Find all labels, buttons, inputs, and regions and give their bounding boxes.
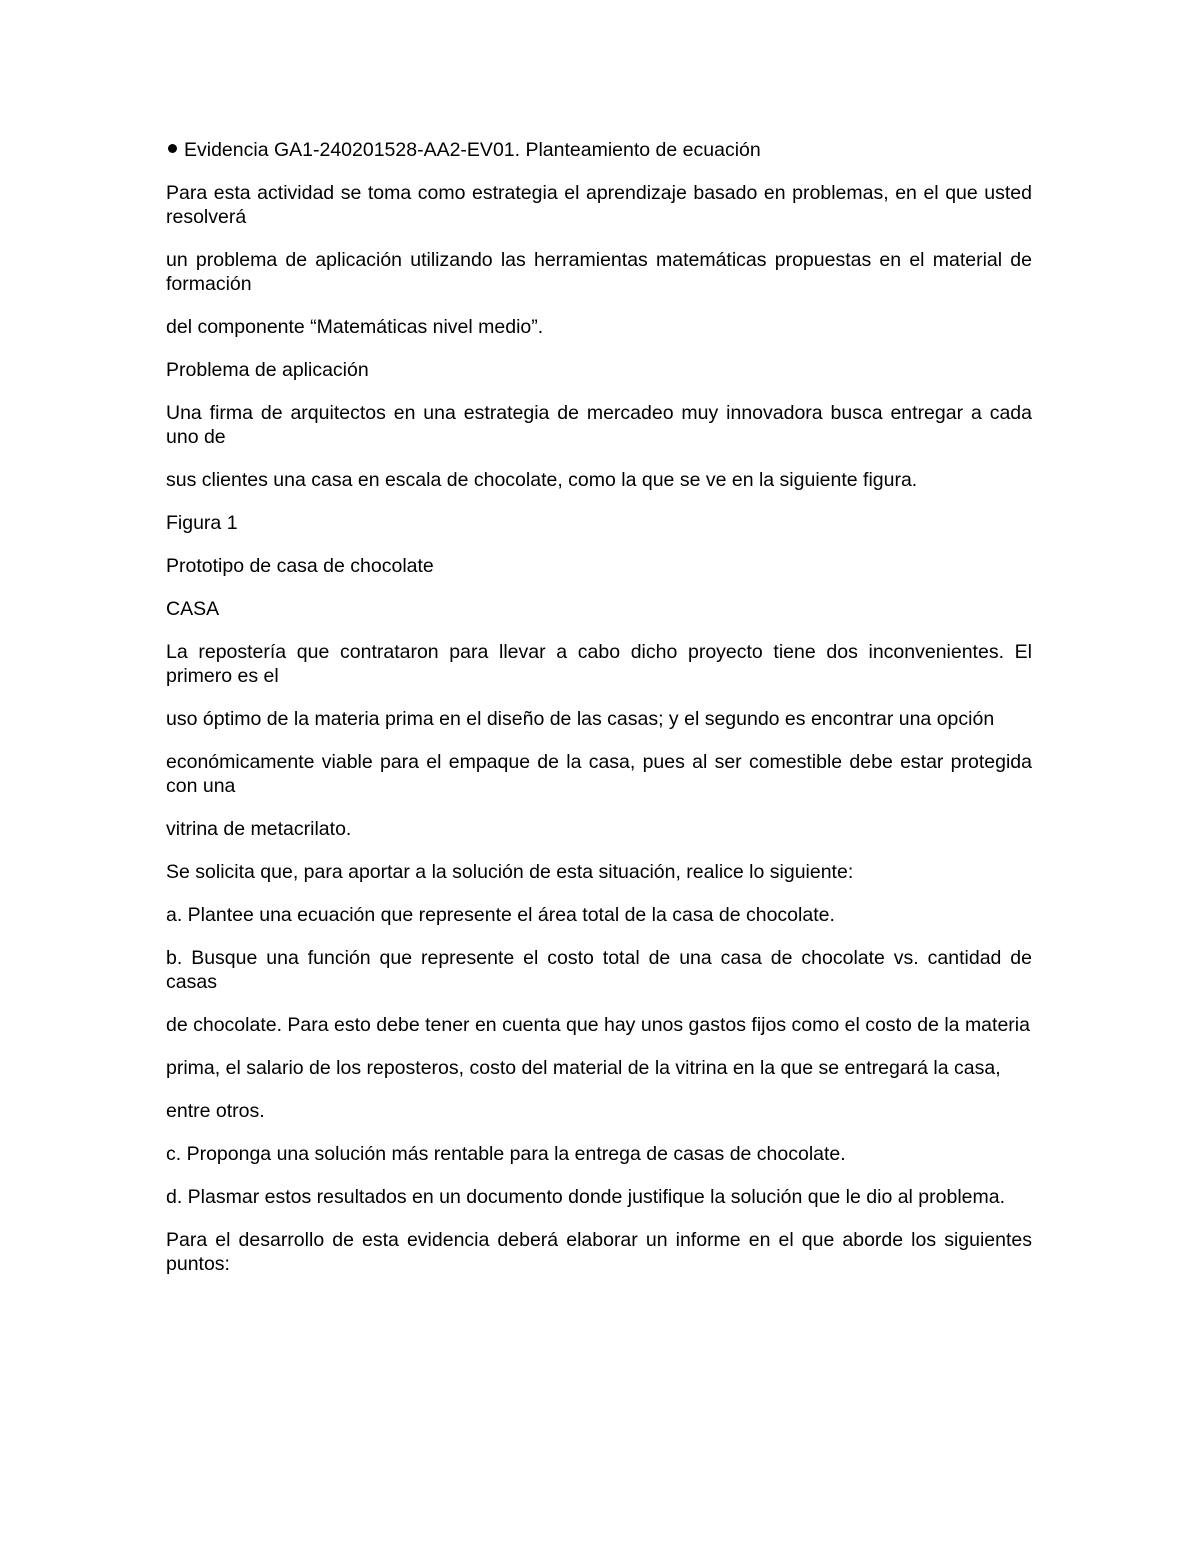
paragraph-report: Para el desarrollo de esta evidencia deberá elaborar un informe en el que aborde los siguientes puntos: — [166, 1229, 1032, 1275]
bullet-icon — [168, 144, 177, 153]
task-item-b-4: entre otros. — [166, 1100, 265, 1122]
paragraph-issues-4: vitrina de metacrilato. — [166, 818, 352, 840]
paragraph-request: Se solicita que, para aportar a la solución de esta situación, realice lo siguiente: — [166, 861, 854, 883]
paragraph-intro-2: un problema de aplicación utilizando las herramientas matemáticas propuestas en el material de formación — [166, 249, 1032, 295]
evidence-title-text: Evidencia GA1-240201528-AA2-EV01. Planteamiento de ecuación — [184, 139, 761, 161]
paragraph-issues-2: uso óptimo de la materia prima en el diseño de las casas; y el segundo es encontrar una opción — [166, 708, 995, 730]
section-heading-problem: Problema de aplicación — [166, 359, 369, 381]
evidence-title — [166, 138, 1032, 162]
document-page — [166, 138, 1032, 1295]
task-item-d: d. Plasmar estos resultados en un documento donde justifique la solución que le dio al problema. — [166, 1186, 1006, 1208]
paragraph-intro-3: del componente “Matemáticas nivel medio”. — [166, 316, 544, 338]
task-item-a: a. Plantee una ecuación que represente el área total de la casa de chocolate. — [166, 904, 835, 926]
figure-label: Figura 1 — [166, 512, 238, 534]
paragraph-issues-3: económicamente viable para el empaque de la casa, pues al ser comestible debe estar protegida con una — [166, 751, 1032, 797]
task-item-c: c. Proponga una solución más rentable para la entrega de casas de chocolate. — [166, 1143, 846, 1165]
paragraph-problem-1: Una firma de arquitectos en una estrategia de mercadeo muy innovadora busca entregar a cada uno de — [166, 402, 1032, 448]
task-item-b-1: b. Busque una función que represente el costo total de una casa de chocolate vs. cantidad de casas — [166, 947, 1032, 993]
paragraph-intro-1: Para esta actividad se toma como estrategia el aprendizaje basado en problemas, en el que usted resolverá — [166, 182, 1032, 228]
task-item-b-2: de chocolate. Para esto debe tener en cuenta que hay unos gastos fijos como el costo de la materia — [166, 1014, 1030, 1036]
paragraph-problem-2: sus clientes una casa en escala de chocolate, como la que se ve en la siguiente figura. — [166, 469, 918, 491]
paragraph-issues-1: La repostería que contrataron para llevar a cabo dicho proyecto tiene dos inconvenientes. El primero es el — [166, 641, 1032, 687]
figure-placeholder-text: CASA — [166, 598, 220, 620]
figure-caption: Prototipo de casa de chocolate — [166, 555, 434, 577]
task-item-b-3: prima, el salario de los reposteros, costo del material de la vitrina en la que se entregará la casa, — [166, 1057, 1001, 1079]
